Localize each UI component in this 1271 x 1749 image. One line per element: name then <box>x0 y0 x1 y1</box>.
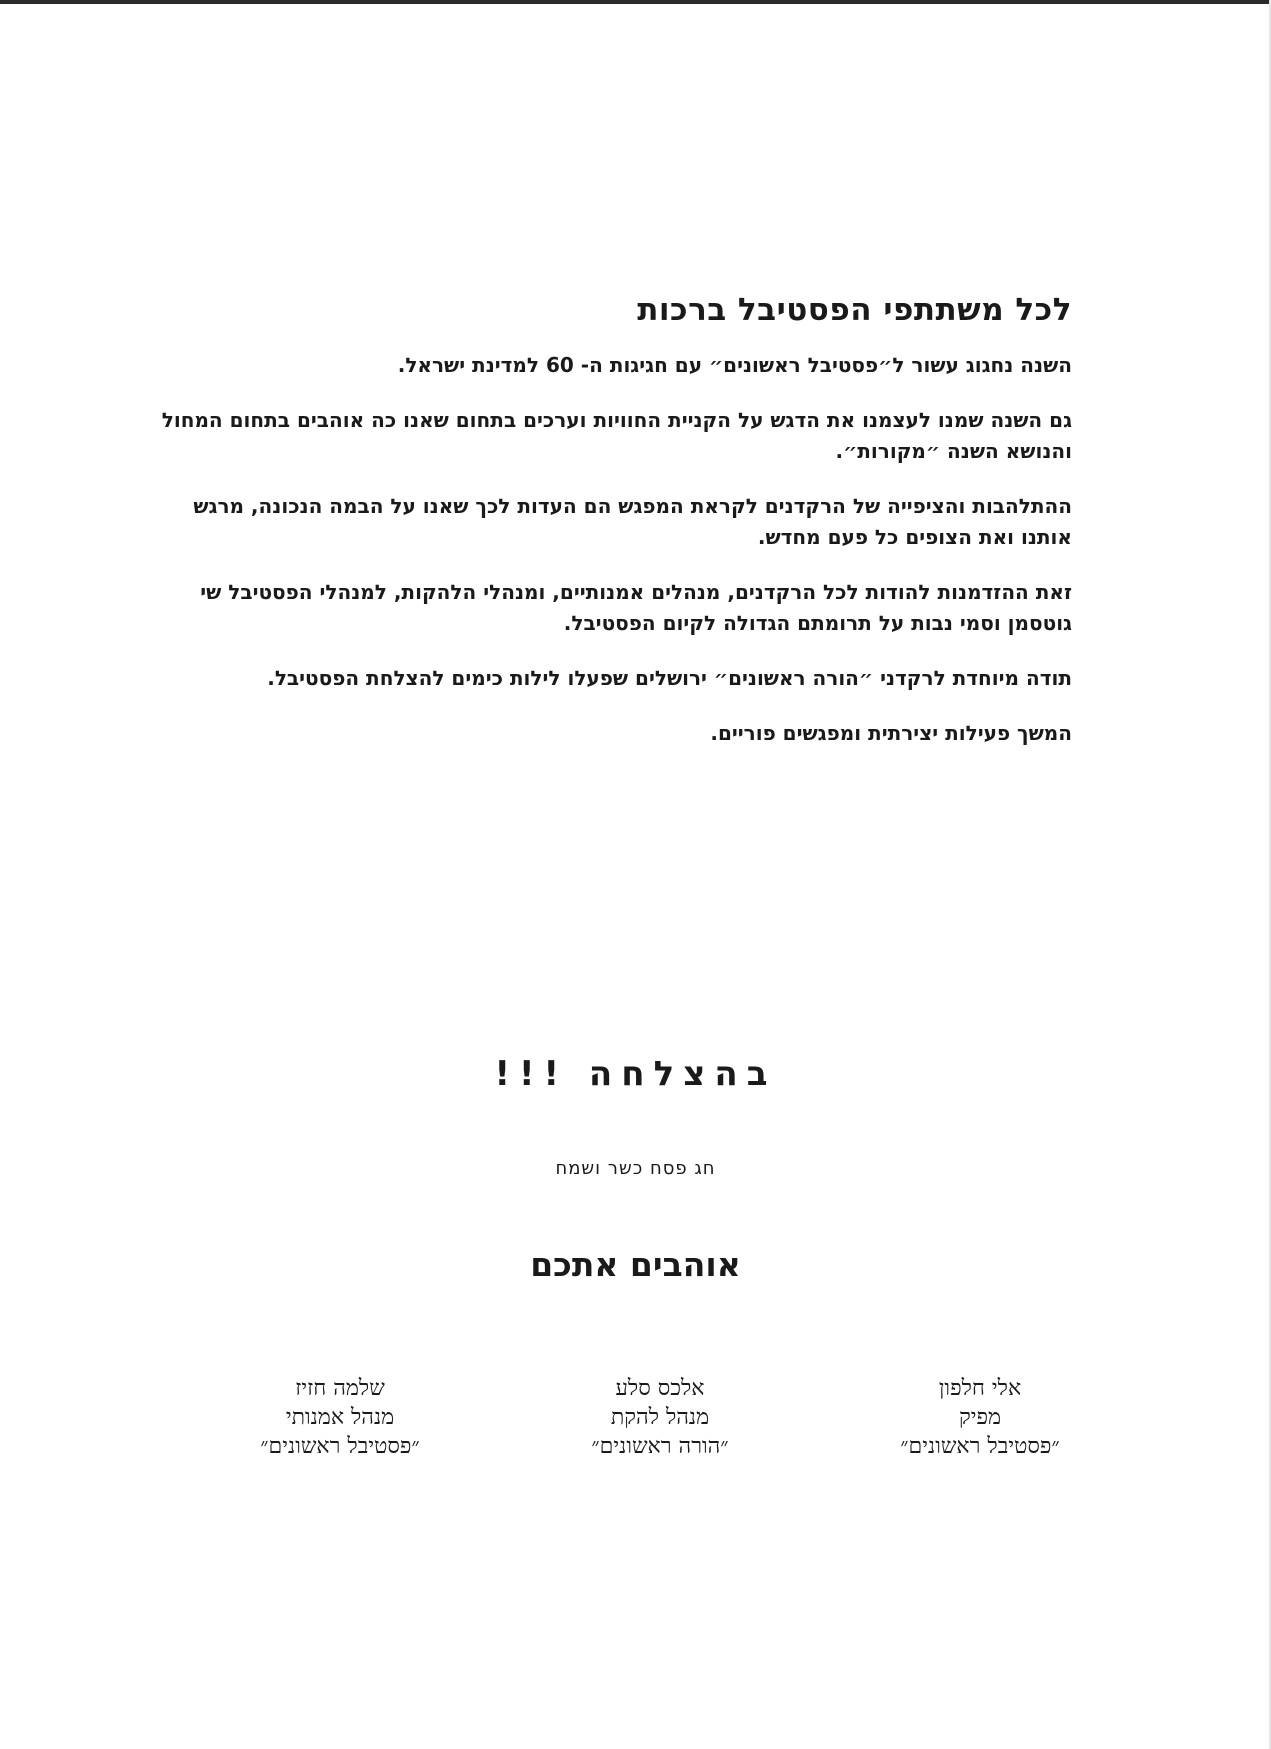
holiday-greeting: חג פסח כשר ושמח <box>555 1158 716 1179</box>
love-closing: אוהבים אתכם <box>530 1245 741 1284</box>
letter-body <box>150 292 1072 773</box>
paragraph-special-thanks: תודה מיוחדת לרקדני ״הורה ראשונים״ ירושלים שפעלו לילות כימים להצלחת הפסטיבל. <box>267 666 1072 690</box>
signatory-producer <box>860 1374 1100 1461</box>
paragraph-wishes: המשך פעילות יצירתית ומפגשים פוריים. <box>710 721 1072 745</box>
signatory-name: אלכס סלע <box>615 1376 705 1401</box>
signatory-org: ״הורה ראשונים״ <box>591 1434 729 1459</box>
scan-top-edge <box>0 0 1271 4</box>
paragraph-anniversary: השנה נחגוג עשור ל״פסטיבל ראשונים״ עם חגיגות ה- 60 למדינת ישראל. <box>397 353 1072 377</box>
signatory-name: שלמה חזיז <box>295 1376 385 1401</box>
signatory-name: אלי חלפון <box>938 1376 1022 1401</box>
success-wish: בהצלחה !!! <box>494 1054 777 1094</box>
signatory-org: ״פסטיבל ראשונים״ <box>900 1434 1060 1459</box>
signatory-troupe-director <box>540 1374 780 1461</box>
paragraph-excitement: ההתלהבות והציפייה של הרקדנים לקראת המפגש הם העדות לכך שאנו על הבמה הנכונה, מרגש אותנו ואת הצופים כל פעם מחדש. <box>193 494 1072 549</box>
letter-heading: לכל משתתפי הפסטיבל ברכות <box>637 292 1072 328</box>
paragraph-emphasis: גם השנה שמנו לעצמנו את הדגש על הקניית החוויות וערכים בתחום שאנו כה אוהבים בתחום המחול והנושא השנה ״מקורות״. <box>161 408 1072 463</box>
signatory-org: ״פסטיבל ראשונים״ <box>260 1434 420 1459</box>
signatory-role: מנהל אמנותי <box>285 1405 395 1430</box>
signatory-artistic-director <box>220 1374 460 1461</box>
signatory-role: מפיק <box>958 1405 1002 1430</box>
paragraph-thanks: זאת ההזדמנות להודות לכל הרקדנים, מנהלים אמנותיים, ומנהלי הלהקות, למנהלי הפסטיבל שי גוטסמן וסמי נבות על תרומתם הגדולה לקיום הפסטיבל. <box>200 580 1072 635</box>
signatory-role: מנהל להקת <box>610 1405 710 1430</box>
signature-block <box>220 1374 1100 1461</box>
